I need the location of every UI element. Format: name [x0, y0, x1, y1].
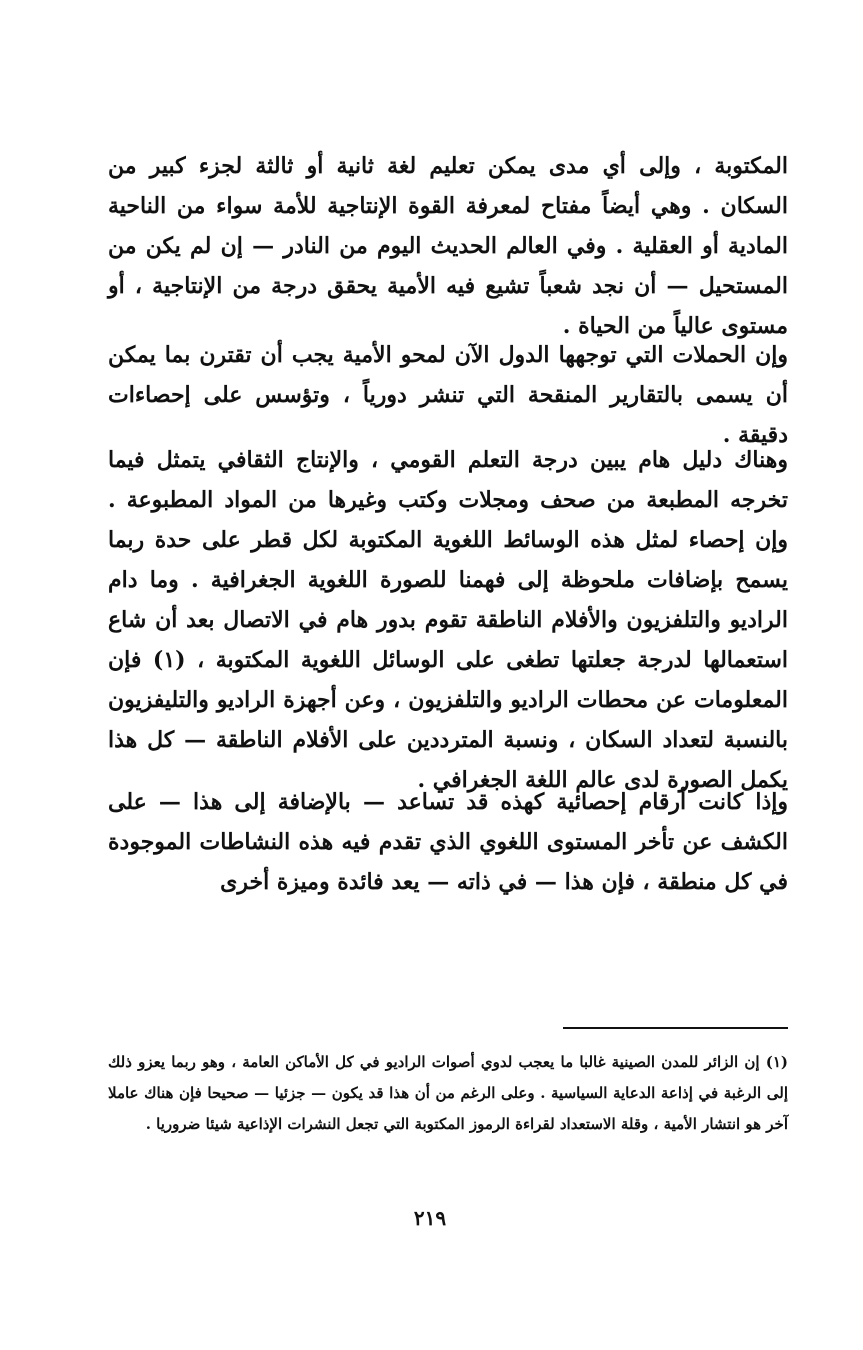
paragraph-1: المكتوبة ، وإلى أي مدى يمكن تعليم لغة ثانية أو ثالثة لجزء كبير من السكان . وهي أيضاً مفتاح لمعرفة القوة الإنتاجية للأمة سواء من الناحية المادية أو العقلية . وفي العالم الحديث اليوم من النادر — إن لم يكن من المستحيل — أن نجد شعباً تشيع فيه الأمية يحقق درجة من الإنتاجية ، أو مستوى عالياً من الحياة . [108, 153, 788, 339]
footnote-divider [563, 1027, 788, 1029]
paragraph-2: وإن الحملات التي توجهها الدول الآن لمحو الأمية يجب أن تقترن بما يمكن أن يسمى بالتقارير المنقحة التي تنشر دورياً ، وتؤسس على إحصاءات دقيقة . [108, 342, 788, 448]
page-number: ٢١٩ [413, 1206, 447, 1230]
paragraph-4: وإذا كانت أرقام إحصائية كهذه قد تساعد — بالإضافة إلى هذا — على الكشف عن تأخر المستوى اللغوي الذي تقدم فيه هذه النشاطات الموجودة في كل منطقة ، فإن هذا — في ذاته — يعد فائدة وميزة أخرى [108, 789, 788, 895]
paragraph-3: وهناك دليل هام يبين درجة التعلم القومي ، والإنتاج الثقافي يتمثل فيما تخرجه المطبعة من صحف ومجلات وكتب وغيرها من المواد المطبوعة . وإن إحصاء لمثل هذه الوسائط اللغوية المكتوبة لكل قطر على حدة ربما يسمح بإضافات ملحوظة إلى فهمنا للصورة اللغوية الجغرافية . وما دام الراديو والتلفزيون والأفلام الناطقة تقوم بدور هام في الاتصال بعد أن شاع استعمالها لدرجة جعلتها تطغى على الوسائل اللغوية المكتوبة ، (١) فإن المعلومات عن محطات الراديو والتلفزيون ، وعن أجهزة الراديو والتليفزيون بالنسبة لتعداد السكان ، ونسبة المترددين على الأفلام الناطقة — كل هذا يكمل الصورة لدى عالم اللغة الجغرافي . [108, 447, 789, 793]
footnote: (١) إن الزائر للمدن الصينية غالبا ما يعجب لدوي أصوات الراديو في كل الأماكن العامة ، وهو ربما يعزو ذلك إلى الرغبة في إذاعة الدعاية السياسية . وعلى الرغم من أن هذا قد يكون — جزئيا — صحيحا فإن هناك عاملا آخر هو انتشار الأمية ، وقلة الاستعداد لقراءة الرموز المكتوبة التي تجعل النشرات الإذاعية شيئا ضروريا . [108, 1053, 789, 1133]
